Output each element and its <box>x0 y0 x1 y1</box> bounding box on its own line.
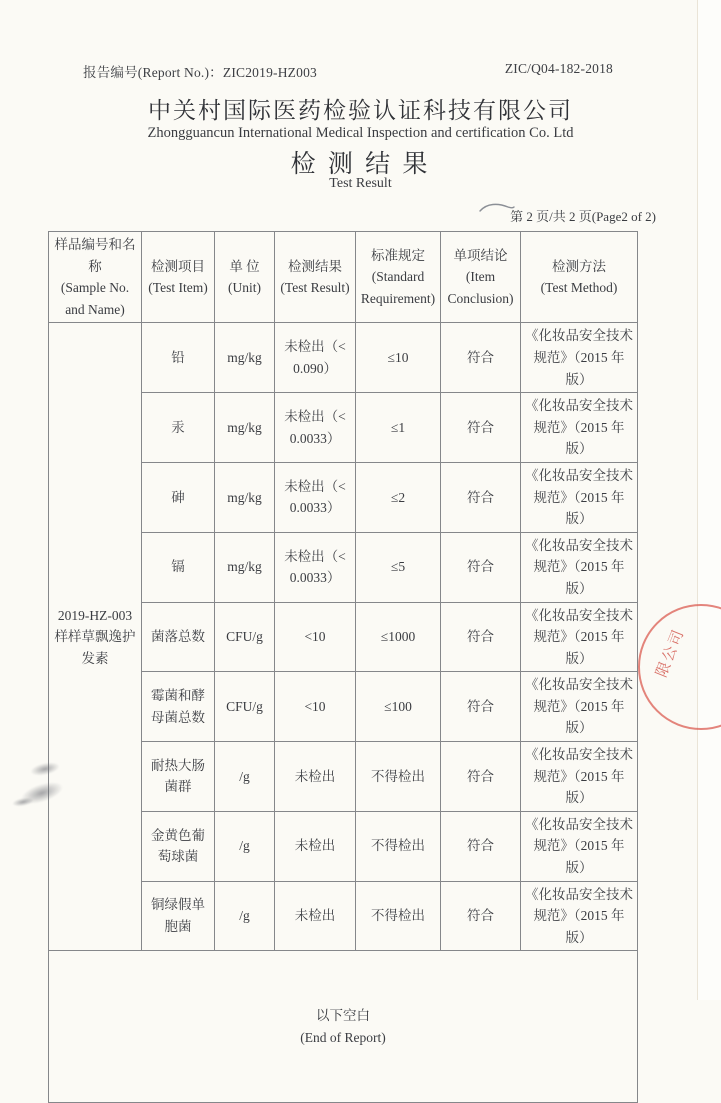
method-cell: 《化妆品安全技术规范》（2015 年版） <box>521 742 638 812</box>
standard-cell: ≤1000 <box>356 602 441 672</box>
sample-cell <box>49 323 142 951</box>
item-cell: 汞 <box>142 393 215 463</box>
header-test-result: 检测结果 (Test Result) <box>275 232 356 323</box>
seal-text: 限公司 <box>653 626 688 680</box>
report-number <box>83 61 317 81</box>
company-name-en: Zhongguancun International Medical Inspection and certification Co. Ltd <box>147 125 574 141</box>
item-cell: 金黄色葡萄球菌 <box>142 811 215 881</box>
item-cell: 菌落总数 <box>142 602 215 672</box>
standard-cell: 不得检出 <box>356 811 441 881</box>
item-cell: 耐热大肠菌群 <box>142 742 215 812</box>
unit-cell: /g <box>215 811 275 881</box>
header-method: 检测方法 (Test Method) <box>521 232 638 323</box>
end-of-report-cell <box>49 951 638 1103</box>
header-conclusion: 单项结论 (Item Conclusion) <box>441 232 521 323</box>
unit-cell: /g <box>215 881 275 951</box>
item-cell: 砷 <box>142 462 215 532</box>
sample-no: 2019-HZ-003 <box>57 607 133 623</box>
table-header-row <box>49 232 638 323</box>
page-edge-line <box>697 0 698 1000</box>
page-indicator: 第 2 页/共 2 页(Page2 of 2) <box>510 209 656 224</box>
page-edge <box>698 0 721 1000</box>
conclusion-cell: 符合 <box>441 672 521 742</box>
doc-title-cn: 检 测 结 果 <box>290 151 431 178</box>
pen-mark-icon <box>478 201 516 215</box>
conclusion-cell: 符合 <box>441 811 521 881</box>
conclusion-cell: 符合 <box>441 323 521 393</box>
item-cell: 霉菌和酵母菌总数 <box>142 672 215 742</box>
end-of-report-row <box>49 951 638 1103</box>
conclusion-cell: 符合 <box>441 532 521 602</box>
end-of-report-en: (End of Report) <box>300 1029 386 1045</box>
item-cell: 镉 <box>142 532 215 602</box>
result-cell: 未检出 <box>275 881 356 951</box>
header-standard: 标准规定 (Standard Requirement) <box>356 232 441 323</box>
result-cell: 未检出 <box>275 742 356 812</box>
table-row <box>49 323 638 393</box>
conclusion-cell: 符合 <box>441 742 521 812</box>
result-cell: 未检出（< 0.0033） <box>275 462 356 532</box>
item-cell: 铅 <box>142 323 215 393</box>
end-of-report-cn: 以下空白 <box>316 1008 370 1024</box>
method-cell: 《化妆品安全技术规范》（2015 年版） <box>521 602 638 672</box>
unit-cell: mg/kg <box>215 462 275 532</box>
header-test-item: 检测项目 (Test Item) <box>142 232 215 323</box>
header-sample: 样品编号和名称 (Sample No. and Name) <box>49 232 142 323</box>
standard-cell: ≤100 <box>356 672 441 742</box>
report-number-line <box>83 61 613 81</box>
doc-code: ZIC/Q04-182-2018 <box>504 61 613 76</box>
unit-cell: CFU/g <box>215 672 275 742</box>
standard-cell: ≤10 <box>356 323 441 393</box>
method-cell: 《化妆品安全技术规范》（2015 年版） <box>521 323 638 393</box>
unit-cell: mg/kg <box>215 323 275 393</box>
standard-cell: 不得检出 <box>356 742 441 812</box>
header-unit: 单 位 (Unit) <box>215 232 275 323</box>
conclusion-cell: 符合 <box>441 881 521 951</box>
standard-cell: 不得检出 <box>356 881 441 951</box>
unit-cell: mg/kg <box>215 532 275 602</box>
result-cell: 未检出 <box>275 811 356 881</box>
result-cell: 未检出（< 0.0033） <box>275 393 356 463</box>
unit-cell: mg/kg <box>215 393 275 463</box>
method-cell: 《化妆品安全技术规范》（2015 年版） <box>521 881 638 951</box>
company-name-cn: 中关村国际医药检验认证科技有限公司 <box>148 98 573 123</box>
result-cell: 未检出（< 0.0033） <box>275 532 356 602</box>
standard-cell: ≤2 <box>356 462 441 532</box>
method-cell: 《化妆品安全技术规范》（2015 年版） <box>521 811 638 881</box>
method-cell: 《化妆品安全技术规范》（2015 年版） <box>521 393 638 463</box>
conclusion-cell: 符合 <box>441 462 521 532</box>
method-cell: 《化妆品安全技术规范》（2015 年版） <box>521 462 638 532</box>
sample-name: 样样草飘逸护发素 <box>54 629 136 666</box>
results-table <box>48 231 638 1103</box>
doc-title-en: Test Result <box>329 176 392 191</box>
standard-cell: ≤1 <box>356 393 441 463</box>
item-cell: 铜绿假单胞菌 <box>142 881 215 951</box>
result-cell: 未检出（< 0.090） <box>275 323 356 393</box>
method-cell: 《化妆品安全技术规范》（2015 年版） <box>521 532 638 602</box>
report-number-value: ZIC2019-HZ003 <box>222 65 317 80</box>
report-number-label: 报告编号(Report No.)： <box>83 65 223 80</box>
result-cell: <10 <box>275 602 356 672</box>
unit-cell: /g <box>215 742 275 812</box>
result-cell: <10 <box>275 672 356 742</box>
standard-cell: ≤5 <box>356 532 441 602</box>
company-seal-stamp <box>638 604 721 730</box>
conclusion-cell: 符合 <box>441 393 521 463</box>
unit-cell: CFU/g <box>215 602 275 672</box>
method-cell: 《化妆品安全技术规范》（2015 年版） <box>521 672 638 742</box>
conclusion-cell: 符合 <box>441 602 521 672</box>
